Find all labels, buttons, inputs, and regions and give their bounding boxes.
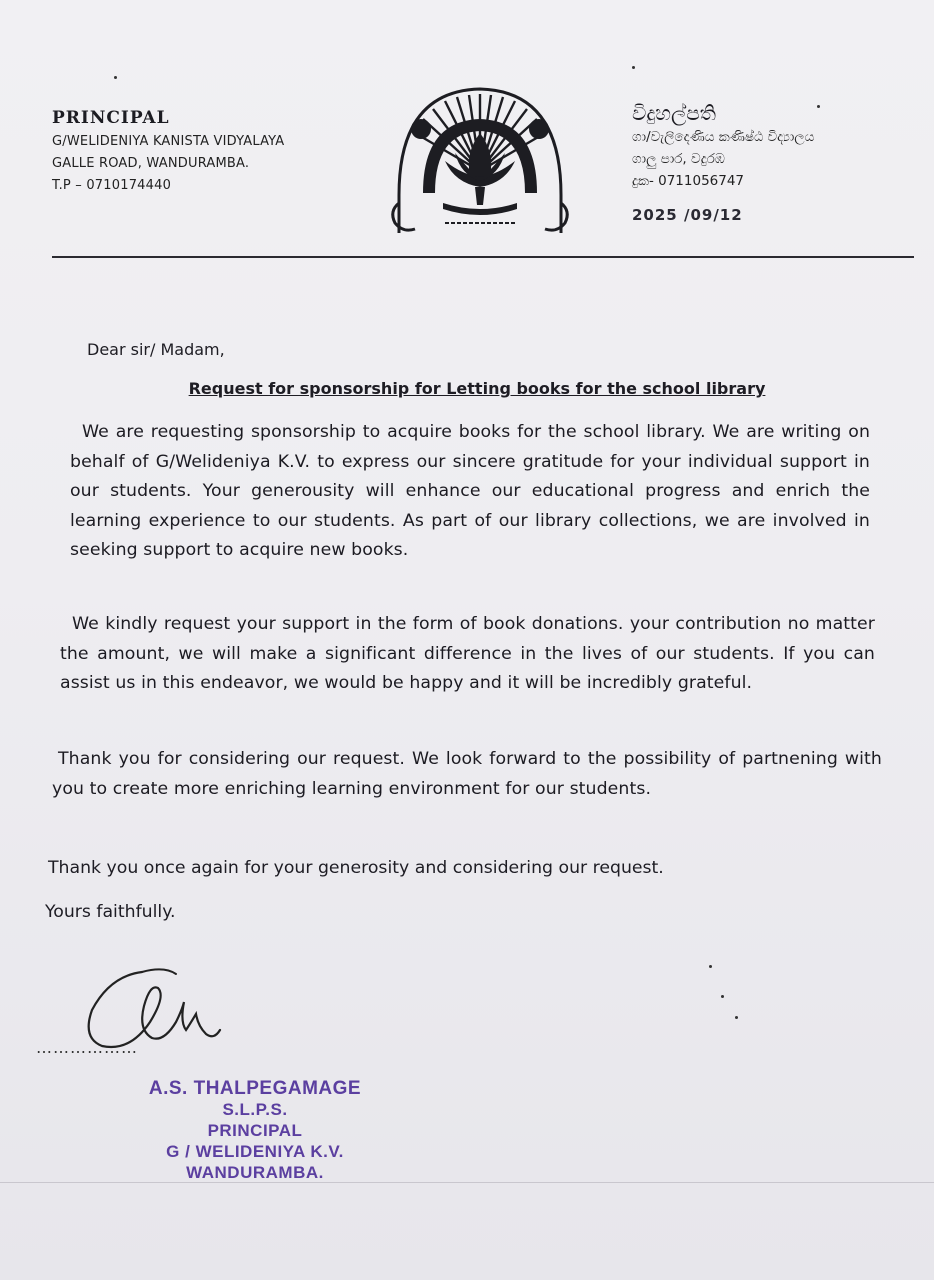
letterhead-title-si: විදුහල්පති [632, 101, 717, 125]
letterhead-sinhala [632, 100, 814, 224]
name-stamp [140, 1078, 370, 1183]
letterhead-school-en: G/WELIDENIYA KANISTA VIDYALAYA [52, 134, 285, 149]
stamp-town: WANDURAMBA. [186, 1163, 324, 1182]
school-crest-icon [385, 83, 575, 235]
stamp-school: G / WELIDENIYA K.V. [166, 1142, 344, 1161]
letterhead-address-si: ගාලු පාර, වදුරඹ [632, 151, 725, 167]
letterhead-phone-en: T.P – 0710174440 [52, 178, 172, 193]
letterhead-title-en: PRINCIPAL [52, 108, 170, 128]
letter-date: 2025 /09/12 [632, 206, 743, 224]
signoff: Yours faithfully. [45, 902, 176, 922]
letterhead-divider [52, 256, 914, 258]
stamp-position: PRINCIPAL [207, 1121, 303, 1140]
salutation: Dear sir/ Madam, [87, 340, 225, 359]
body-paragraph-1: We are requesting sponsorship to acquire books for the school library. We are writing on behalf of G/Welideniya K.V. to express our sincere gratitude for your individual support in our students. Your generousity will enhance our educational progress and enrich the learning experience to our students. As part of our library collections, we are involved in seeking support to acquire new books. [70, 422, 870, 561]
signature-dots: ……………… [36, 1038, 138, 1057]
body-paragraph-3: Thank you for considering our request. We look forward to the possibility of partnening with you to create more enriching learning environment for our students. [52, 749, 882, 799]
body-paragraph-2: We kindly request your support in the form of book donations. your contribution no matter the amount, we will make a significant difference in the lives of our students. If you can assist us in this endeavor, we would be happy and it will be incredibly grateful. [60, 614, 875, 694]
stamp-qualification: S.L.P.S. [222, 1100, 288, 1119]
letterhead-school-si: ගා/වැලිදෙණිය කණිෂ්ඨ විද්‍යාලය [632, 129, 815, 145]
letterhead-phone-si: දුක- 0711056747 [632, 173, 745, 189]
closing-line: Thank you once again for your generosity and considering our request. [48, 858, 664, 878]
letterhead-address-en: GALLE ROAD, WANDURAMBA. [52, 156, 250, 171]
stamp-name: A.S. THALPEGAMAGE [148, 1078, 362, 1099]
letterhead-english [52, 108, 284, 197]
paper-edge [0, 1182, 934, 1183]
subject-line: Request for sponsorship for Letting books for the school library [188, 379, 766, 398]
